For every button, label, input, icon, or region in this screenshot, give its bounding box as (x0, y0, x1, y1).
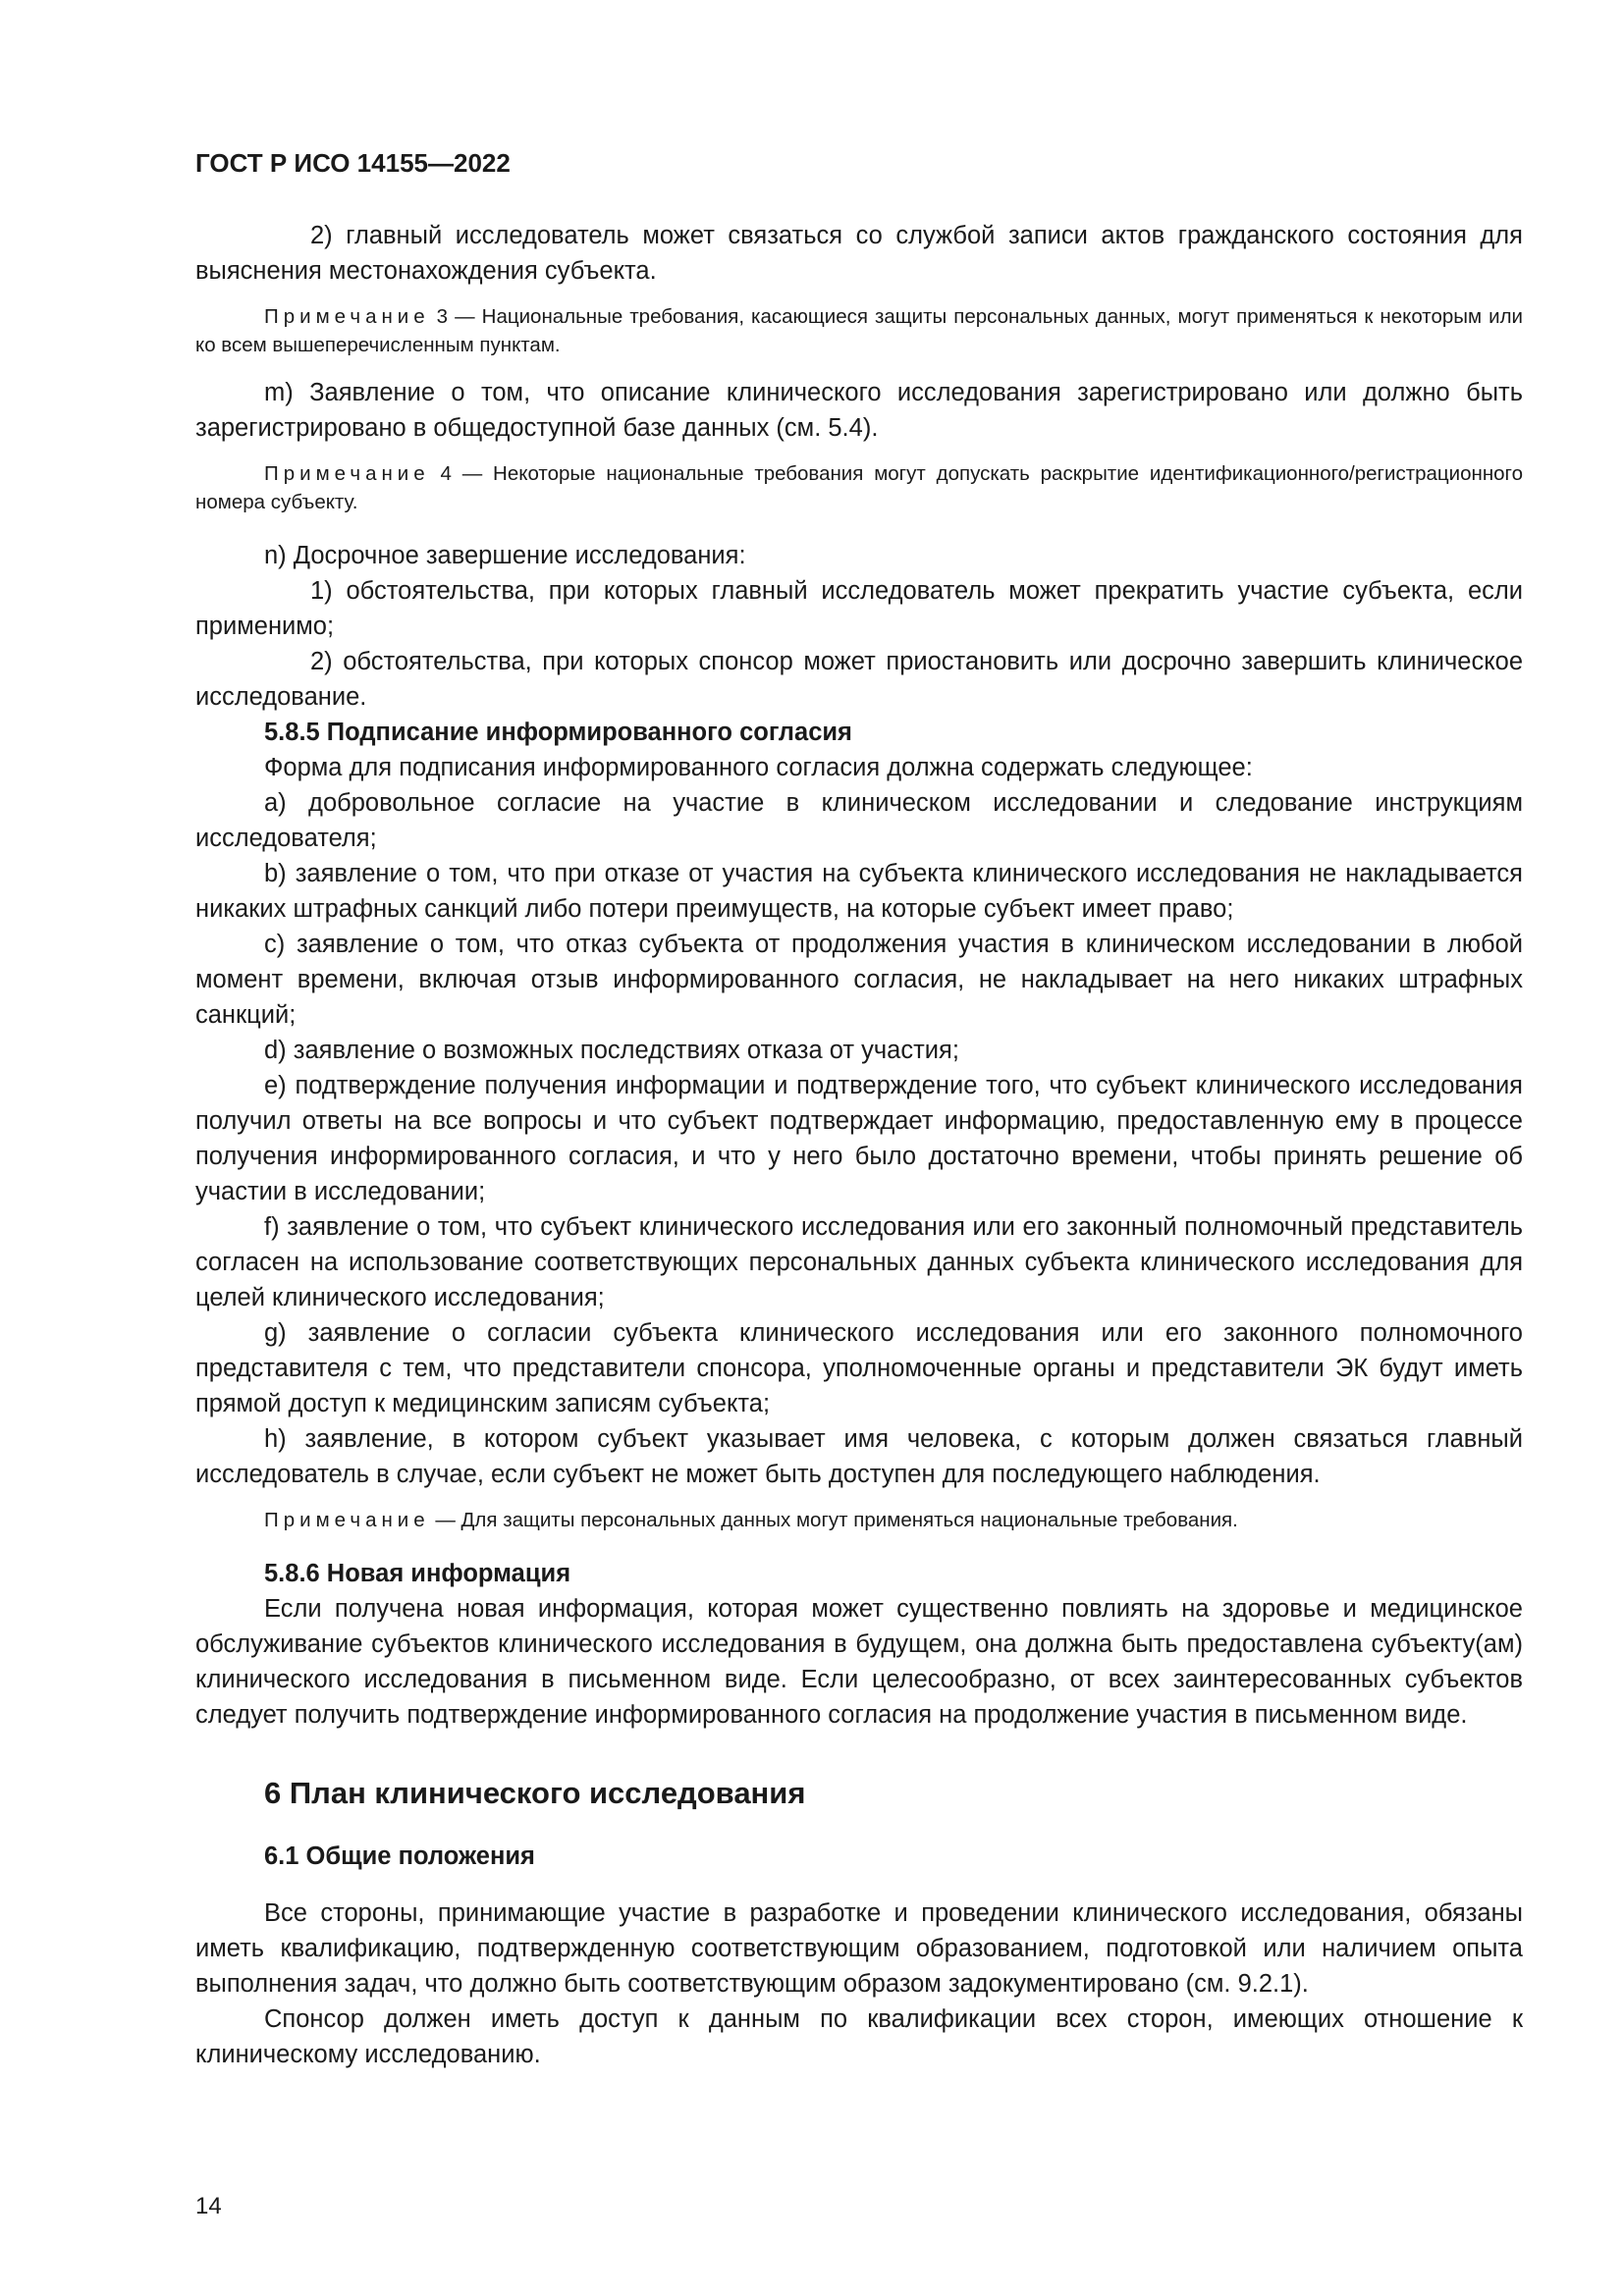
paragraph-sponsor: Спонсор должен иметь доступ к данным по квалификации всех сторон, имеющих отношение к клиническому исследованию. (195, 2005, 1523, 2068)
paragraph-d: d) заявление о возможных последствиях отказа от участия; (264, 1037, 959, 1064)
document-page (195, 147, 1523, 2072)
note-text: 4 — Некоторые национальные требования могут допускать раскрытие идентификационного/регистрационного номера субъекту. (195, 462, 1523, 513)
heading-5-8-6: 5.8.6 Новая информация (264, 1560, 571, 1587)
note-text: — Для защиты персональных данных могут применяться национальные требования. (429, 1509, 1238, 1531)
document-header: ГОСТ Р ИСО 14155—2022 (195, 148, 511, 178)
paragraph-h: h) заявление, в котором субъект указывает имя человека, с которым должен связаться главный исследователь в случае, если субъект не может быть доступен для последующего наблюдения. (195, 1425, 1523, 1488)
heading-6-1: 6.1 Общие положения (264, 1842, 535, 1870)
note-label: Примечание (264, 305, 430, 328)
paragraph-e: e) подтверждение получения информации и подтверждение того, что субъект клинического исследования получил ответы на все вопросы и что субъект подтверждает информацию, предоставленную ему в процессе получения информированного согласия, и что у него было достаточно времени, чтобы принять решение об участии в исследовании; (195, 1072, 1523, 1205)
paragraph-n1: 1) обстоятельства, при которых главный исследователь может прекратить участие субъекта, если применимо; (195, 577, 1523, 640)
note-label: Примечание (264, 1509, 430, 1531)
note-4 (195, 459, 1523, 516)
paragraph-m: m) Заявление о том, что описание клинического исследования зарегистрировано или должно быть зарегистрировано в общедоступной базе данных (см. 5.4). (195, 379, 1523, 442)
paragraph-b: b) заявление о том, что при отказе от участия на субъекта клинического исследования не накладывается никаких штрафных санкций либо потери преимуществ, на которые субъект имеет право; (195, 860, 1523, 923)
paragraph-n: n) Досрочное завершение исследования: (264, 542, 746, 569)
paragraph-l2: 2) главный исследователь может связаться со службой записи актов гражданского состояния для выяснения местонахождения субъекта. (195, 222, 1523, 285)
note-3 (195, 302, 1523, 359)
paragraph-new-info: Если получена новая информация, которая может существенно повлиять на здоровье и медицинское обслуживание субъектов клинического исследования в будущем, она должна быть предоставлена субъекту(ам) клинического исследования в письменном виде. Если целесообразно, от всех заинтересованных субъектов следует получить подтверждение информированного согласия на продолжение участия в письменном виде. (195, 1595, 1523, 1729)
paragraph-c: c) заявление о том, что отказ субъекта от продолжения участия в клиническом исследовании в любой момент времени, включая отзыв информированного согласия, не накладывает на него никаких штрафных санкций; (195, 931, 1523, 1029)
paragraph-form: Форма для подписания информированного согласия должна содержать следующее: (264, 754, 1253, 781)
paragraph-n2: 2) обстоятельства, при которых спонсор может приостановить или досрочно завершить клиническое исследование. (195, 648, 1523, 711)
page-number: 14 (195, 2193, 222, 2219)
note-text: 3 — Национальные требования, касающиеся защиты персональных данных, могут применяться к некоторым или ко всем вышеперечисленным пунктам. (195, 305, 1523, 356)
paragraph-g: g) заявление о согласии субъекта клинического исследования или его законного полномочного представителя с тем, что представители спонсора, уполномоченные органы и представители ЭК будут иметь прямой доступ к медицинским записям субъекта; (195, 1319, 1523, 1417)
paragraph-all-parties: Все стороны, принимающие участие в разработке и проведении клинического исследования, обязаны иметь квалификацию, подтвержденную соответствующим образованием, подготовкой или наличием опыта выполнения задач, что должно быть соответствующим образом задокументировано (см. 9.2.1). (195, 1899, 1523, 1998)
note-label: Примечание (264, 462, 430, 485)
heading-6: 6 План клинического исследования (264, 1776, 806, 1810)
paragraph-f: f) заявление о том, что субъект клинического исследования или его законный полномочный представитель согласен на использование соответствующих персональных данных субъекта клинического исследования для целей клинического исследования; (195, 1213, 1523, 1311)
heading-5-8-5: 5.8.5 Подписание информированного согласия (264, 719, 852, 746)
paragraph-a: a) добровольное согласие на участие в клиническом исследовании и следование инструкциям исследователя; (195, 789, 1523, 852)
note-5 (195, 1506, 1523, 1534)
